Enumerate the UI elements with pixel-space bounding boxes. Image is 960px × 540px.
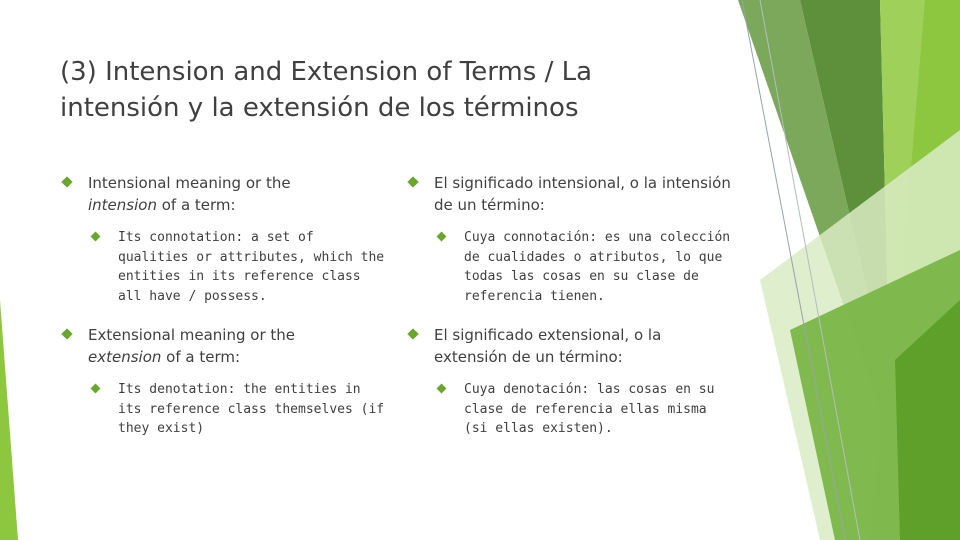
left-sub2-text: Its denotation: the entities in its reference class themselves (if they exist) [118,382,385,436]
left-sub-intensional [60,228,390,306]
right-item1-text: El significado intensional, o la intensión de un término: [434,174,731,214]
diamond-bullet-icon [91,232,101,242]
right-sub2-text: Cuya denotación: las cosas en su clase de referencia ellas misma (si ellas existen). [464,382,715,436]
left-green-triangle [0,300,18,540]
diamond-bullet-icon [91,384,101,394]
diamond-bullet-icon [61,176,72,187]
right-sub-intensional [406,228,736,306]
left-item2-line1: Extensional meaning or the [88,326,295,344]
left-item1-rest: of a term: [156,196,236,214]
right-sub-extensional [406,380,736,439]
left-item1-emphasis: intension [88,196,157,214]
diamond-bullet-icon [61,328,72,339]
diamond-bullet-icon [407,328,418,339]
left-bullet-intensional [60,172,390,216]
left-sub-extensional [60,380,390,439]
left-bullet-extensional [60,324,390,368]
diamond-bullet-icon [437,384,447,394]
diamond-bullet-icon [407,176,418,187]
left-column [60,172,390,457]
slide-title [60,54,780,126]
left-sub1-text: Its connotation: a set of qualities or attributes, which the entities in its reference class all have / possess. [118,230,385,304]
title-line-2: intensión y la extensión de los términos [60,93,579,123]
diamond-bullet-icon [437,232,447,242]
left-item1-line1: Intensional meaning or the [88,174,291,192]
right-bullet-extensional [406,324,736,368]
right-column [406,172,736,457]
right-item2-text: El significado extensional, o la extensión de un término: [434,326,662,366]
left-item2-rest: of a term: [161,348,241,366]
left-item2-emphasis: extension [88,348,162,366]
title-line-1: (3) Intension and Extension of Terms / La [60,57,593,87]
right-bullet-intensional [406,172,736,216]
left-item1-line2 [88,194,390,216]
left-item2-line2 [88,346,390,368]
right-sub1-text: Cuya connotación: es una colección de cualidades o atributos, lo que todas las cosas en su clase de referencia tienen. [464,230,731,304]
